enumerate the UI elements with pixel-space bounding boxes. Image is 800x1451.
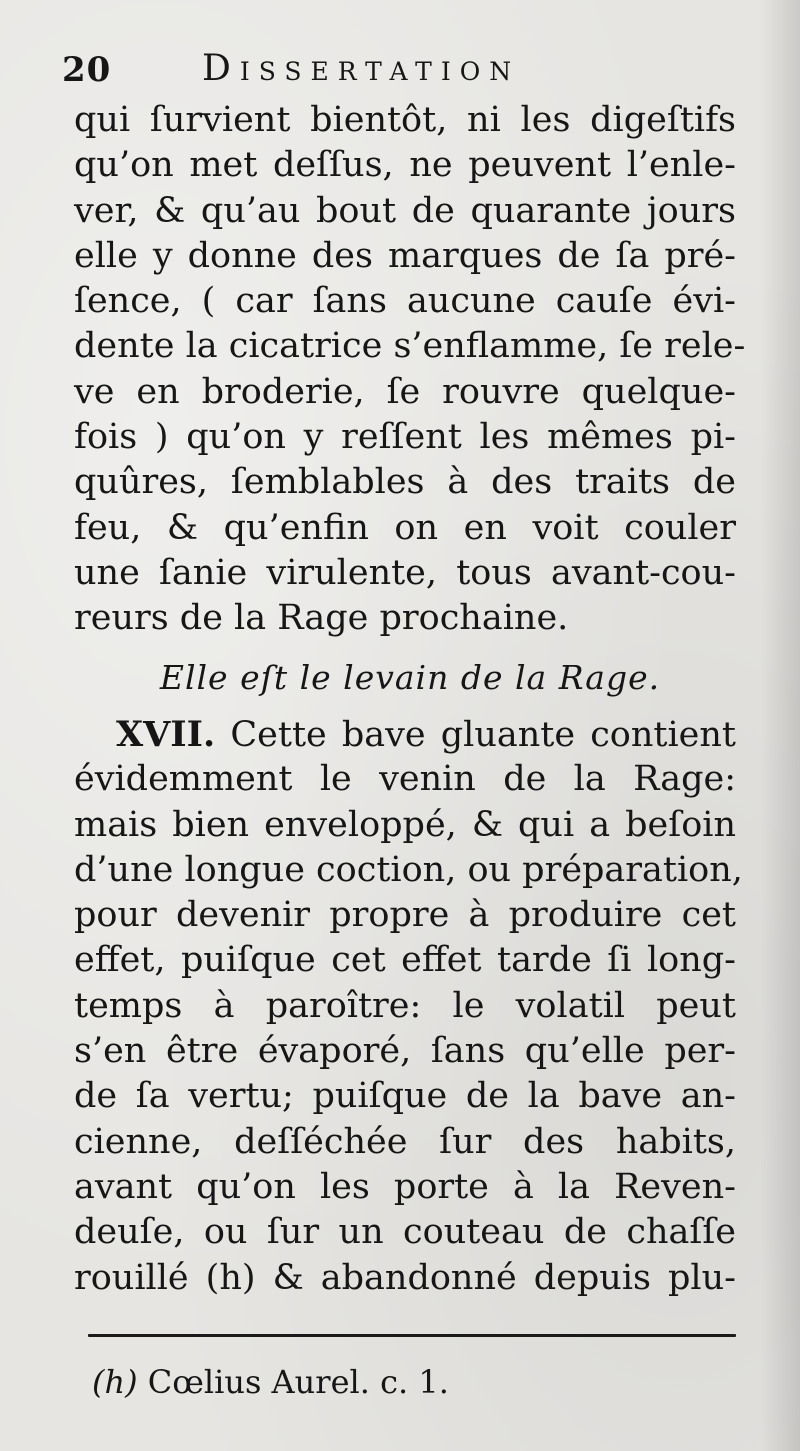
text-line: effet, puiſque cet effet tarde ſi long- — [74, 940, 736, 981]
footnote-rule — [88, 1334, 736, 1337]
text-line: ve en broderie, ſe rouvre quelque- — [74, 371, 736, 412]
text-line: ſence, ( car ſans aucune cauſe évi- — [74, 281, 736, 322]
text-line: mais bien enveloppé, & qui a beſoin — [74, 804, 736, 845]
text-line: pour devenir propre à produire cet — [74, 895, 736, 936]
text-line: temps à paroître: le volatil peut — [74, 985, 736, 1026]
footnote-mark: (h) — [92, 1363, 138, 1401]
text-line: ver, & qu’au bout de quarante jours — [74, 190, 736, 231]
text-line: évidemment le venin de la Rage: — [74, 759, 736, 800]
text-line-first-rest: Cette bave gluante contient — [230, 715, 736, 755]
text-line: s’en être évaporé, ſans qu’elle per- — [74, 1031, 736, 1072]
text-line: reurs de la Rage prochaine. — [74, 598, 569, 639]
text-line: elle y donne des marques de ſa pré- — [74, 235, 736, 276]
page-number: 20 — [62, 50, 112, 90]
text-line: rouillé (h) & abandonné depuis plu- — [74, 1257, 736, 1298]
text-line: feu, & qu’enfin on en voit couler — [74, 507, 736, 548]
page-header — [62, 42, 742, 102]
text-line: avant qu’on les porte à la Reven- — [74, 1166, 736, 1207]
text-line: cienne, deſſéchée ſur des habits, — [74, 1121, 736, 1162]
text-line: d’une longue coction, ou préparation, — [74, 849, 743, 890]
text-line: dente la cicatrice s’enflamme, ſe rele- — [74, 326, 746, 367]
footnote-text: Cœlius Aurel. c. 1. — [147, 1363, 449, 1401]
running-title: Dissertation — [202, 48, 521, 89]
footnote — [92, 1360, 449, 1404]
section-number: XVII. — [116, 714, 216, 755]
text-line-first — [74, 712, 736, 757]
paragraph-section-xvii — [74, 712, 743, 1301]
text-line: quûres, ſemblables à des traits de — [74, 462, 736, 503]
paragraph-continued — [74, 98, 746, 642]
text-line: une ſanie virulente, tous avant-cou- — [74, 552, 736, 593]
section-heading — [0, 656, 800, 700]
text-line: fois ) qu’on y reſſent les mêmes pi- — [74, 417, 736, 458]
text-line: qui ſurvient bientôt, ni les digeſtifs — [74, 100, 736, 140]
text-line: deuſe, ou ſur un couteau de chaſſe — [74, 1212, 736, 1253]
text-line: de ſa vertu; puiſque de la bave an- — [74, 1076, 736, 1117]
section-heading-text: Elle eſt le levain de la Rage. — [159, 658, 661, 697]
text-line: qu’on met deſſus, ne peuvent l’enle- — [74, 145, 736, 186]
